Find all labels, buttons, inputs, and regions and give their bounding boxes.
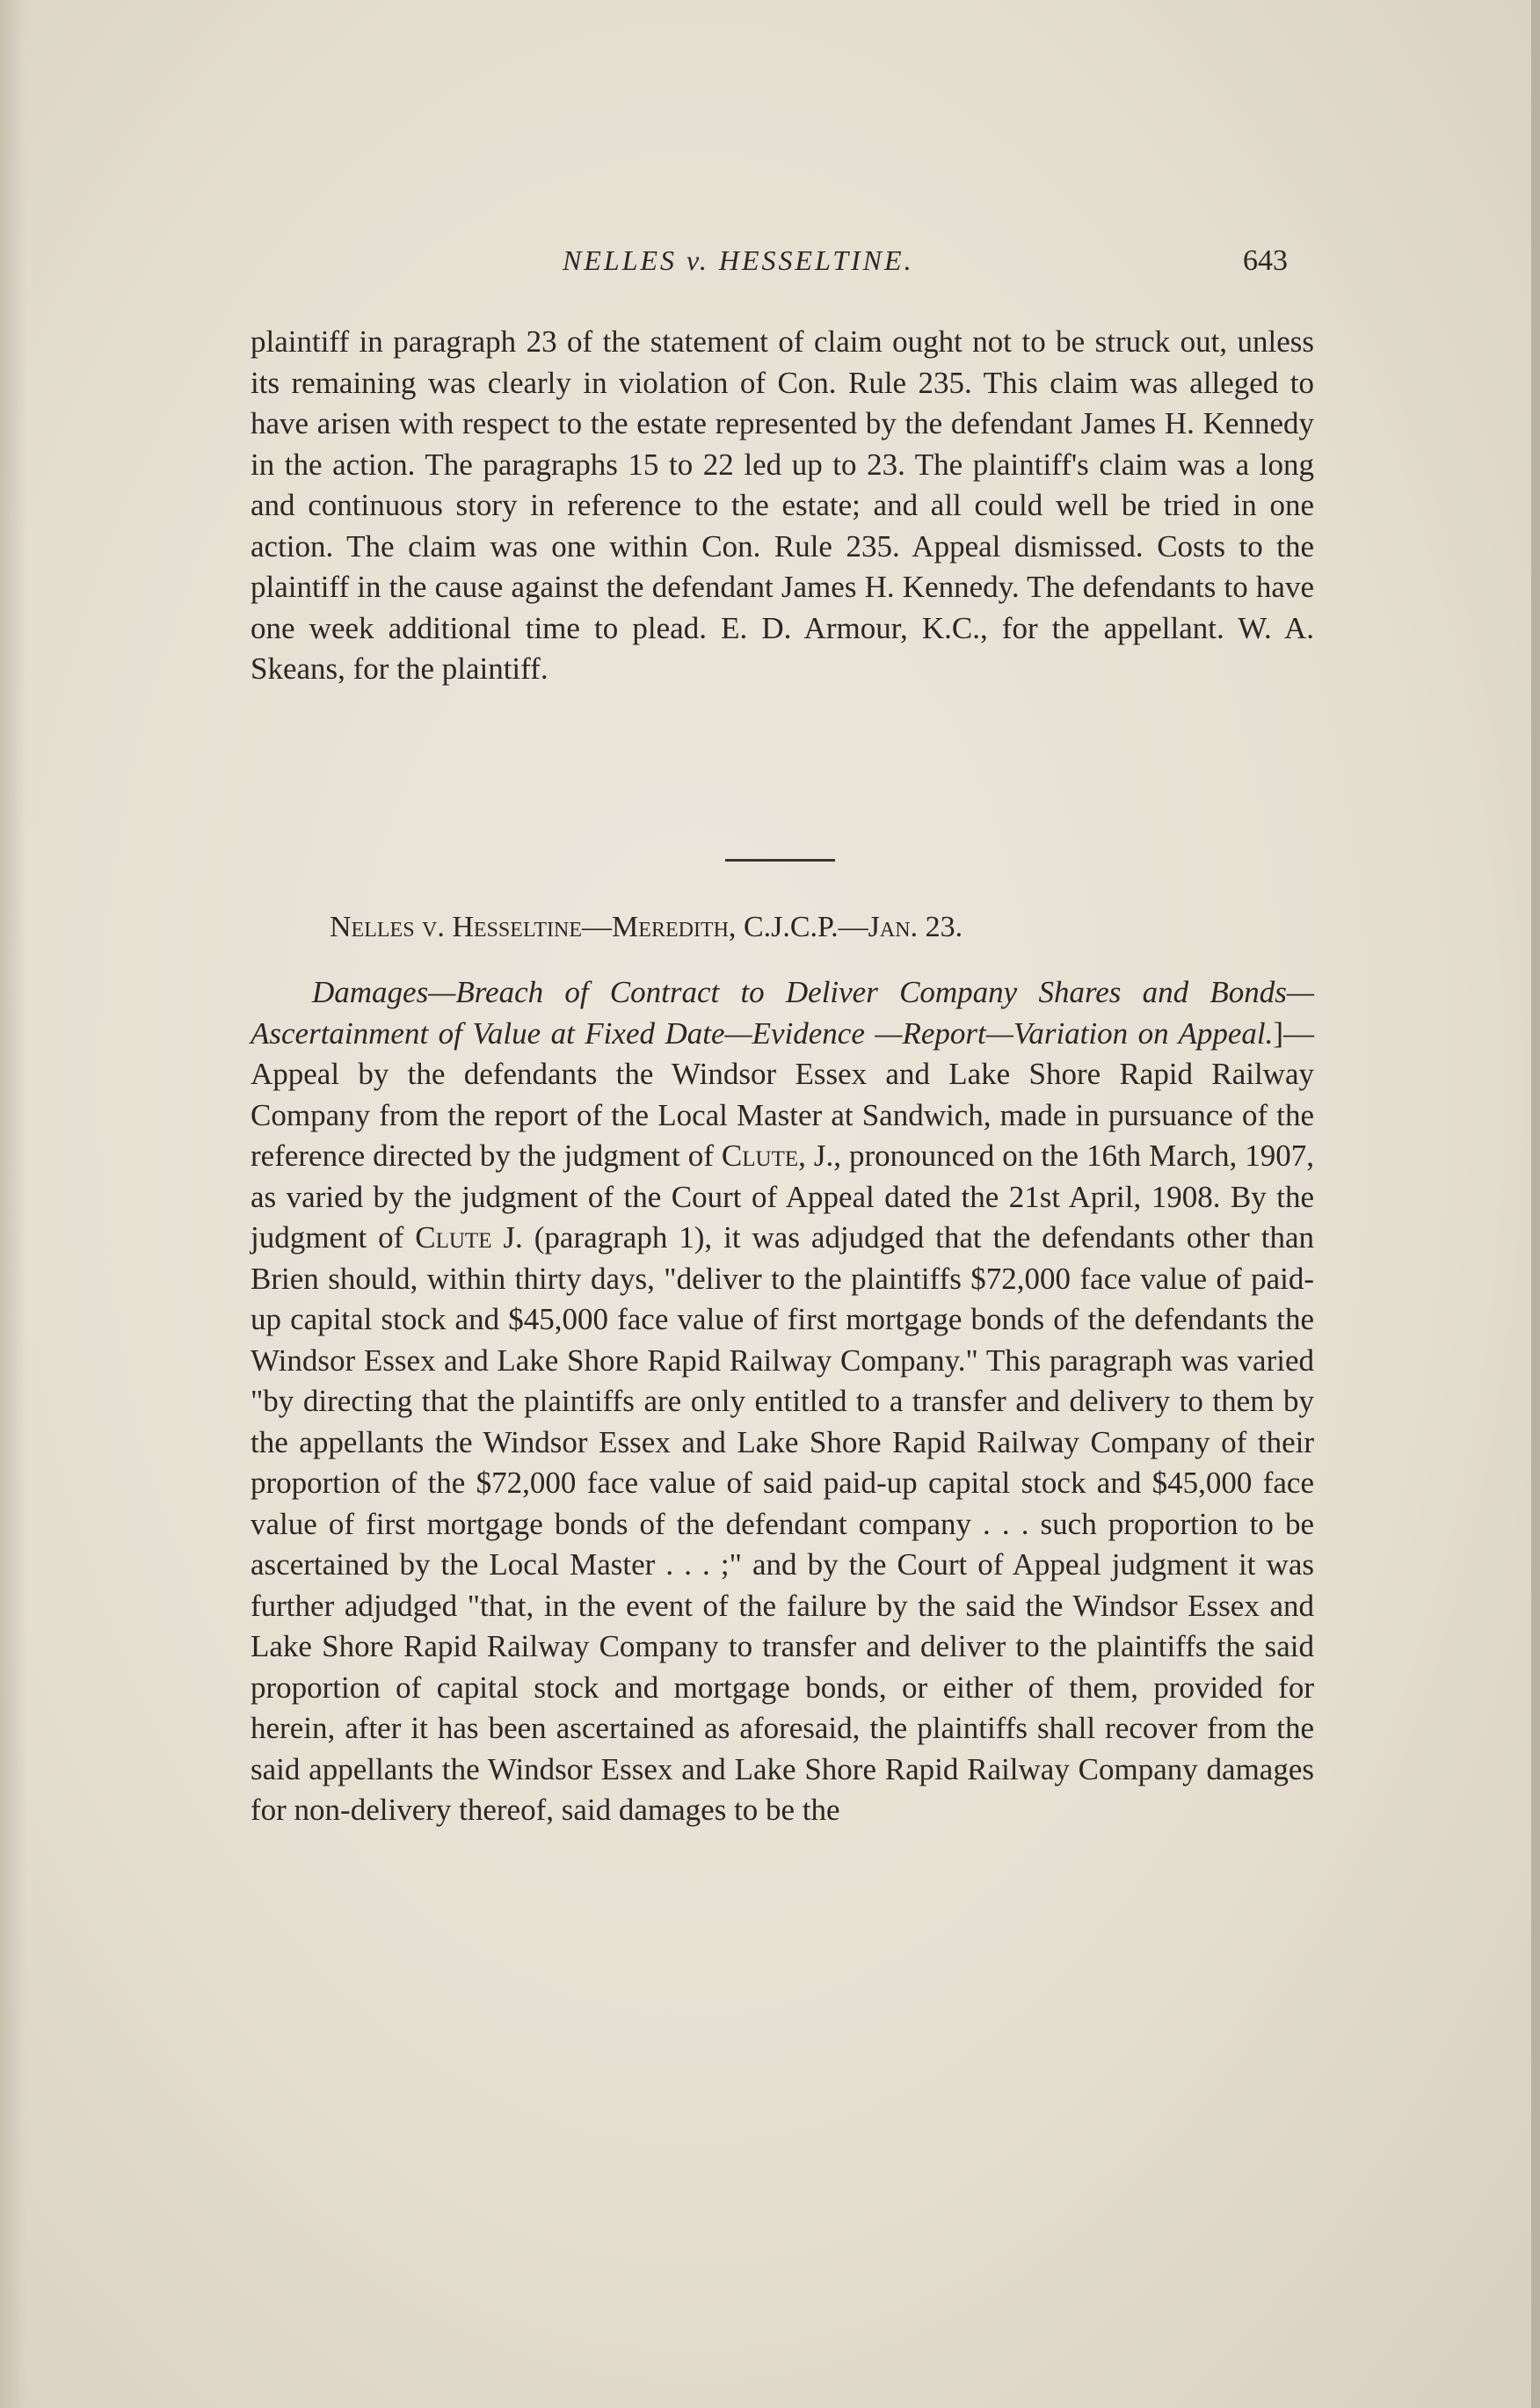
page-edge — [1531, 0, 1540, 2408]
running-head: NELLES v. HESSELTINE. — [563, 244, 914, 276]
case-heading — [330, 911, 1297, 944]
court-title: C.J.C.P.— — [736, 911, 868, 943]
summary-text-b: , J., pronounced on the 16th March, 1907, as varied by the judgment of the Court of Appeal dated the 21st April, 1908. By the judgment of — [251, 1139, 1314, 1255]
judge-reference-2: Clute — [415, 1220, 492, 1255]
headnote-catchwords: Damages—Breach of Contract to Deliver Company Shares and Bonds—Ascertainment of Value at Fixed Date—Evidence —Report—Variation on Appeal. — [251, 975, 1314, 1051]
summary-text-c: J. (paragraph 1), it was adjudged that the defendants other than Brien should, within thirty days, "deliver to the plaintiffs $72,000 face value of paid-up capital stock and $45,000 face value of first mortgage bonds of the defendants the Windsor Essex and Lake Shore Rapid Railway Company." This paragraph was varied "by directing that the plaintiffs are only entitled to a transfer and delivery to them by the appellants the Windsor Essex and Lake Shore Rapid Railway Company of their proportion of the $72,000 face value of said paid-up capital stock and $45,000 face value of first mortgage bonds of the defendant company . . . such proportion to be ascertained by the Local Master . . . ;" and by the Court of Appeal judgment it was further adjudged "that, in the event of the failure by the said the Windsor Essex and Lake Shore Rapid Railway Company to transfer and deliver to the plaintiffs the said proportion of capital stock and mortgage bonds, or either of them, provided for herein, after it has been ascertained as aforesaid, the plaintiffs shall recover from the said appellants the Windsor Essex and Lake Shore Rapid Railway Company damages for non-delivery thereof, said damages to be the — [251, 1220, 1314, 1827]
page-number: 643 — [1243, 244, 1288, 277]
case-parties: Nelles v. Hesseltine — [330, 911, 583, 943]
page-header — [251, 244, 1288, 288]
judge-reference-1: Clute — [721, 1139, 799, 1173]
spine-shadow — [0, 0, 26, 2408]
dash: — — [582, 911, 613, 943]
case-day: 23. — [918, 911, 963, 943]
section-divider — [725, 859, 835, 862]
paragraph-continued: plaintiff in paragraph 23 of the statement of claim ought not to be struck out, unless its remaining was clearly in violation of Con. Rule 235. This claim was alleged to have arisen with respect to the estate represented by the defendant James H. Kennedy in the action. The paragraphs 15 to 22 led up to 23. The plaintiff's claim was a long and continuous story in reference to the estate; and all could well be tried in one action. The claim was one within Con. Rule 235. Appeal dismissed. Costs to the plaintiff in the cause against the defendant James H. Kennedy. The defendants to have one week additional time to plead. E. D. Armour, K.C., for the appellant. W. A. Skeans, for the plaintiff. — [251, 324, 1314, 686]
summary-text-a: ]—Appeal by the defendants the Windsor Essex and Lake Shore Rapid Railway Company from the report of the Local Master at Sandwich, made in pursuance of the reference directed by the judgment of — [251, 1015, 1314, 1173]
case-month: Jan. — [868, 911, 919, 943]
judge-name: Meredith, — [612, 911, 737, 943]
case-summary-paragraph — [251, 972, 1314, 1831]
